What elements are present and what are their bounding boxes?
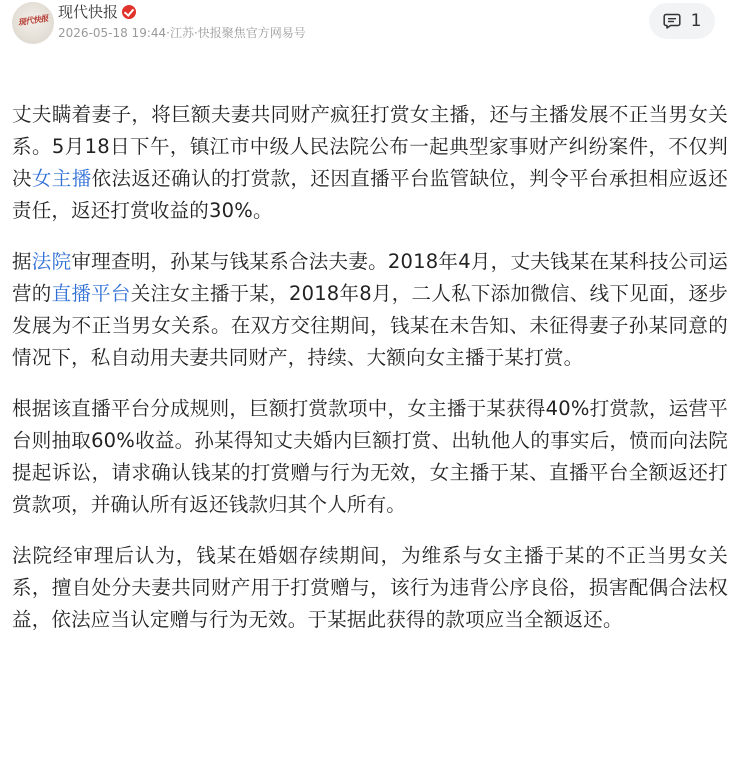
paragraph-text: 关注女主播于某，2018年8月，二人私下添加微信、线下见面，逐步发展为不正当男女关系。在双方交往期间，钱某在未告知、未征得妻子孙某同意的情况下，私自动用夫妻共同财产，持续、大额向女主播于某打赏。: [12, 282, 728, 369]
author-row: [58, 1, 136, 23]
author-name[interactable]: 现代快报: [58, 3, 119, 21]
verified-badge-icon: [122, 5, 136, 19]
keyword-link-court[interactable]: 法院: [31, 250, 72, 273]
paragraph-text: 据: [12, 250, 32, 273]
keyword-link-anchor[interactable]: 女主播: [31, 167, 92, 190]
article-paragraph-1: [12, 99, 728, 227]
paragraph-text: 丈夫瞒着妻子，将巨额夫妻共同财产疯狂打赏女主播，还与主播发展不正当男女关系。5月18日下午，镇江市中级人民法院公布一起典型家事财产纠纷案件，不仅判决: [12, 103, 728, 190]
publish-meta: 2026-05-18 19:44·江苏·快报聚焦官方网易号: [58, 26, 306, 40]
comment-button[interactable]: [649, 3, 715, 39]
paragraph-text: 审理查明，孙某与钱某系合法夫妻。2018年4月，丈夫钱某在某科技公司运营的: [12, 250, 729, 305]
article-header: [0, 0, 746, 56]
comment-count: 1: [690, 11, 702, 31]
comment-bubble-icon: [663, 13, 681, 29]
article-body: [12, 99, 728, 655]
author-avatar[interactable]: [12, 2, 54, 44]
avatar-logo: 现代快报: [17, 12, 49, 28]
article-paragraph-2: [12, 246, 728, 374]
paragraph-text: 依法返还确认的打赏款，还因直播平台监管缺位，判令平台承担相应返还责任，返还打赏收益的30%。: [12, 167, 729, 222]
article-paragraph-3: 根据该直播平台分成规则，巨额打赏款项中，女主播于某获得40%打赏款，运营平台则抽取60%收益。孙某得知丈夫婚内巨额打赏、出轨他人的事实后，愤而向法院提起诉讼，请求确认钱某的打赏赠与行为无效，女主播于某、直播平台全额返还打赏款项，并确认所有返还钱款归其个人所有。: [12, 397, 728, 516]
keyword-link-live-platform[interactable]: 直播平台: [51, 282, 131, 305]
article-paragraph-4: 法院经审理后认为，钱某在婚姻存续期间，为维系与女主播于某的不正当男女关系，擅自处分夫妻共同财产用于打赏赠与，该行为违背公序良俗，损害配偶合法权益，依法应当认定赠与行为无效。于某据此获得的款项应当全额返还。: [12, 544, 728, 631]
